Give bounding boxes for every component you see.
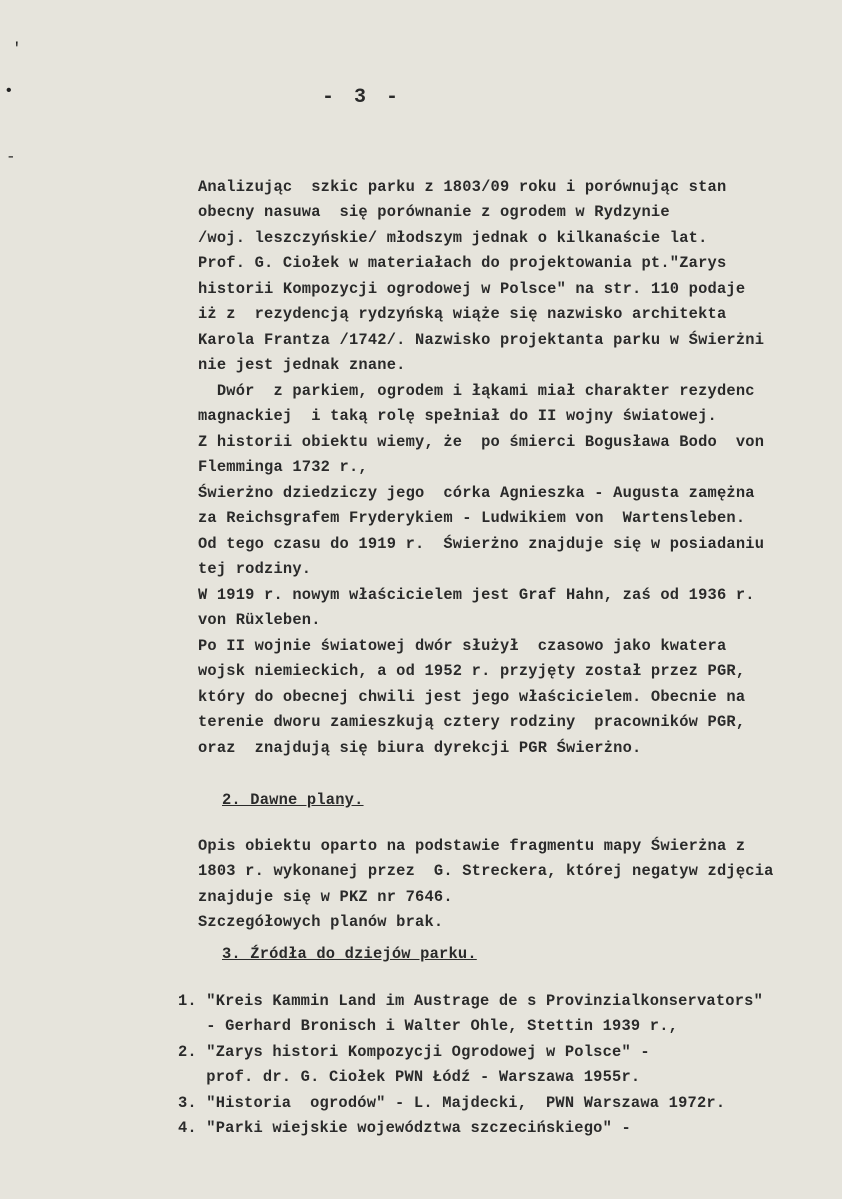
edge-mark-middle: •: [4, 82, 14, 100]
text-line: znajduje się w PKZ nr 7646.: [198, 888, 453, 906]
text-line: terenie dworu zamieszkują cztery rodziny pracowników PGR,: [198, 713, 746, 731]
text-line: tej rodziny.: [198, 560, 312, 578]
page-number: - 3 -: [322, 86, 403, 109]
text-line: 1803 r. wykonanej przez G. Streckera, której negatyw zdjęcia: [198, 862, 774, 880]
text-line: iż z rezydencją rydzyńską wiąże się nazwisko architekta: [198, 305, 727, 323]
text-line: von Rüxleben.: [198, 611, 321, 629]
text-line: Szczegółowych planów brak.: [198, 913, 444, 931]
text-line: /woj. leszczyńskie/ młodszym jednak o kilkanaście lat.: [198, 229, 708, 247]
list-item: 1. "Kreis Kammin Land im Austrage de s Provinzialkonservators": [178, 992, 764, 1010]
text-line: nie jest jednak znane.: [198, 356, 406, 374]
text-line: Od tego czasu do 1919 r. Świerżno znajduje się w posiadaniu: [198, 535, 765, 553]
text-line: za Reichsgrafem Fryderykiem - Ludwikiem von Wartensleben.: [198, 509, 746, 527]
text-line: Z historii obiektu wiemy, że po śmierci Bogusława Bodo von: [198, 433, 765, 451]
text-line: Dwór z parkiem, ogrodem i łąkami miał charakter rezydenc: [198, 382, 755, 400]
text-line: Opis obiektu oparto na podstawie fragmentu mapy Świerżna z: [198, 837, 746, 855]
text-line: historii Kompozycji ogrodowej w Polsce" na str. 110 podaje: [198, 280, 746, 298]
edge-mark-bottom: -: [6, 148, 16, 166]
list-item: 3. "Historia ogrodów" - L. Majdecki, PWN Warszawa 1972r.: [178, 1094, 726, 1112]
list-item: - Gerhard Bronisch i Walter Ohle, Stettin 1939 r.,: [178, 1017, 679, 1035]
text-line: W 1919 r. nowym właścicielem jest Graf Hahn, zaś od 1936 r.: [198, 586, 755, 604]
text-line: obecny nasuwa się porównanie z ogrodem w Rydzynie: [198, 203, 670, 221]
list-item: 2. "Zarys histori Kompozycji Ogrodowej w Polsce" -: [178, 1043, 650, 1061]
list-item: 4. "Parki wiejskie województwa szczecińskiego" -: [178, 1119, 631, 1137]
text-line: który do obecnej chwili jest jego właścicielem. Obecnie na: [198, 688, 746, 706]
list-item: prof. dr. G. Ciołek PWN Łódź - Warszawa 1955r.: [178, 1068, 641, 1086]
text-line: Analizując szkic parku z 1803/09 roku i porównując stan: [198, 178, 727, 196]
text-line: Karola Frantza /1742/. Nazwisko projektanta parku w Świerżni: [198, 331, 765, 349]
section-2-heading: 2. Dawne plany.: [222, 791, 364, 809]
text-line: oraz znajdują się biura dyrekcji PGR Świerżno.: [198, 739, 642, 757]
text-line: Flemminga 1732 r.,: [198, 458, 368, 476]
text-line: Prof. G. Ciołek w materiałach do projektowania pt."Zarys: [198, 254, 727, 272]
text-line: magnackiej i taką rolę spełniał do II wojny światowej.: [198, 407, 717, 425]
text-line: Po II wojnie światowej dwór służył czasowo jako kwatera: [198, 637, 727, 655]
section-3-heading: 3. Źródła do dziejów parku.: [222, 945, 477, 963]
edge-mark-top: ': [12, 40, 22, 58]
text-line: Świerżno dziedziczy jego córka Agnieszka - Augusta zamężna: [198, 484, 755, 502]
text-line: wojsk niemieckich, a od 1952 r. przyjęty został przez PGR,: [198, 662, 746, 680]
